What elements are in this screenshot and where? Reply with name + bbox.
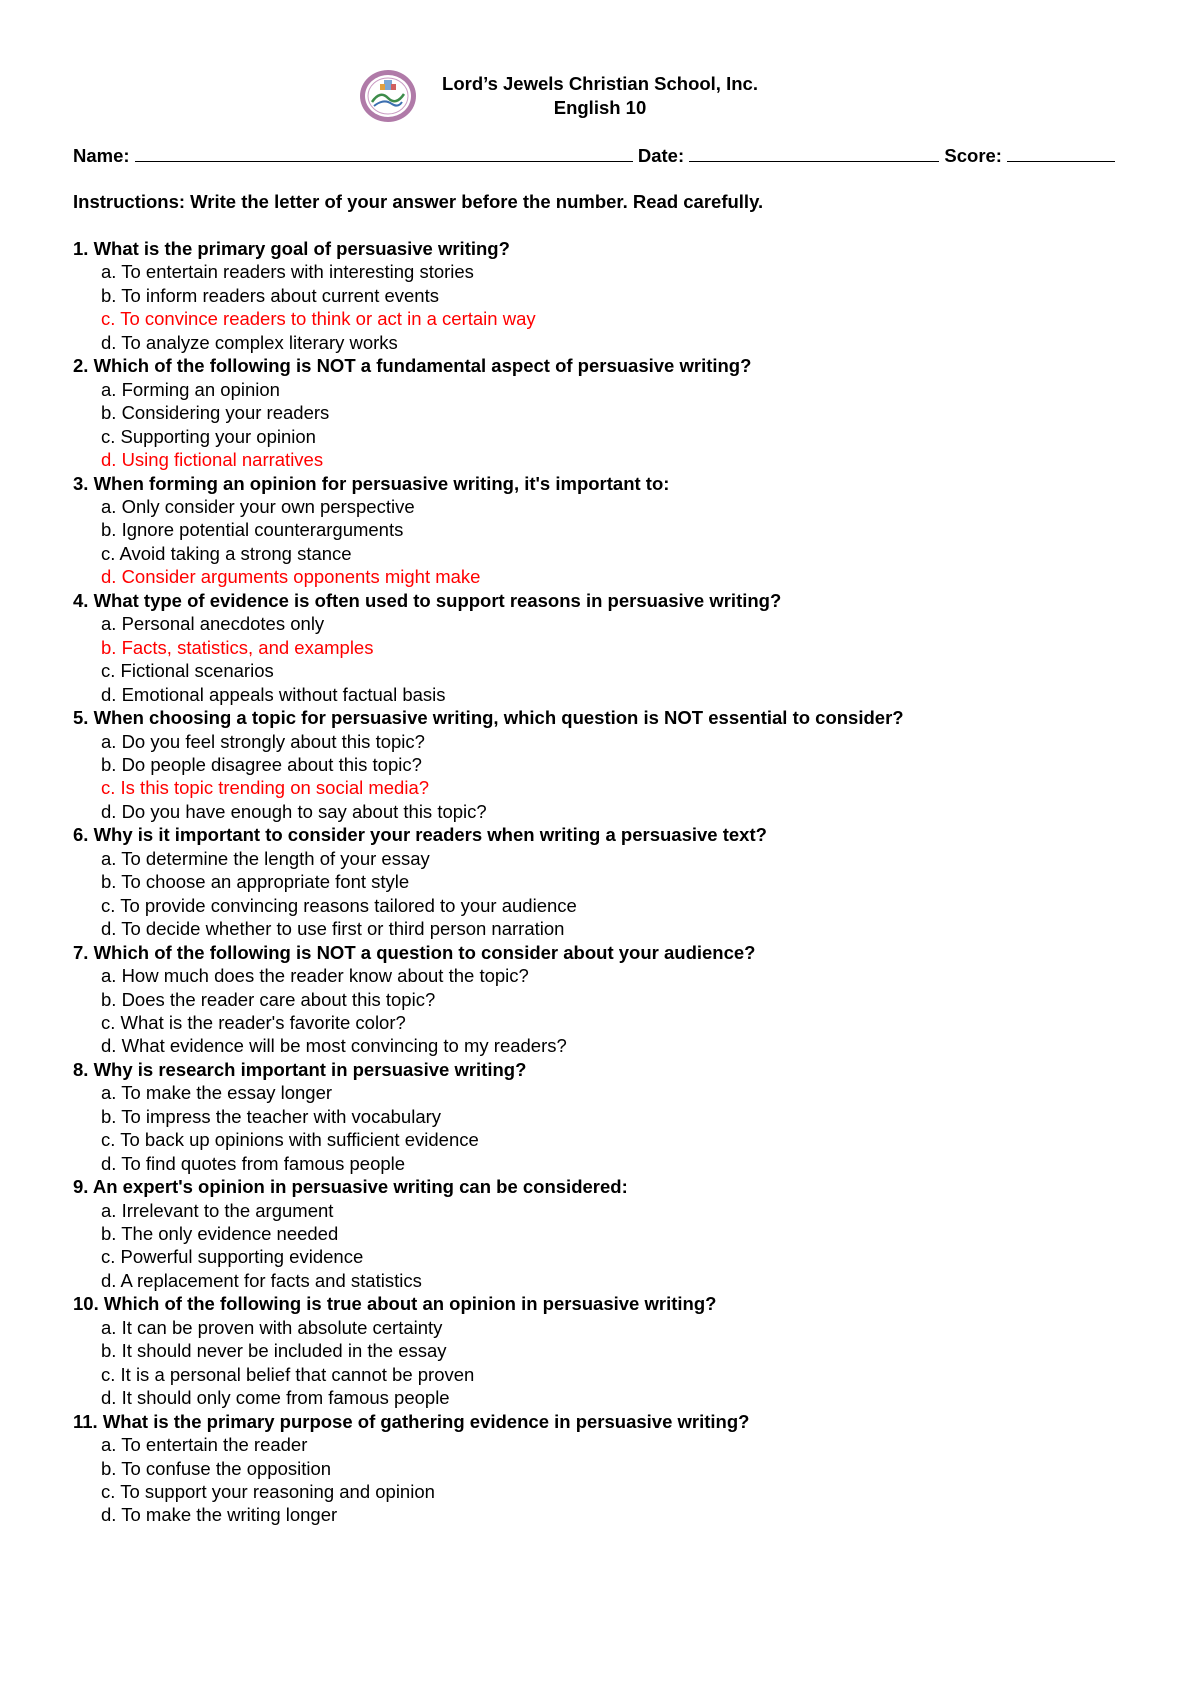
answer-option: a. To determine the length of your essay bbox=[101, 847, 430, 869]
question-stem: 8. Why is research important in persuasive writing? bbox=[73, 1058, 527, 1080]
answer-option-highlighted: d. Consider arguments opponents might make bbox=[101, 566, 481, 588]
answer-option: b. Do people disagree about this topic? bbox=[101, 753, 422, 775]
answer-option: c. What is the reader's favorite color? bbox=[101, 1011, 406, 1033]
answer-option: d. Do you have enough to say about this topic? bbox=[101, 800, 487, 822]
question-item bbox=[73, 1292, 1153, 1409]
answer-option: b. It should never be included in the essay bbox=[101, 1340, 447, 1362]
answer-option: a. It can be proven with absolute certainty bbox=[101, 1316, 443, 1338]
answer-option: a. Only consider your own perspective bbox=[101, 495, 415, 517]
question-item bbox=[73, 941, 1153, 1058]
question-stem: 9. An expert's opinion in persuasive writing can be considered: bbox=[73, 1176, 628, 1198]
question-item bbox=[73, 1410, 1153, 1527]
answer-option: d. It should only come from famous people bbox=[101, 1387, 450, 1409]
answer-option: d. To decide whether to use first or third person narration bbox=[101, 918, 565, 940]
answer-option: a. Personal anecdotes only bbox=[101, 613, 325, 635]
question-list bbox=[73, 237, 1153, 1527]
question-stem: 1. What is the primary goal of persuasive writing? bbox=[73, 238, 510, 259]
student-info-line bbox=[73, 144, 1115, 168]
answer-option: d. To find quotes from famous people bbox=[101, 1152, 406, 1174]
question-item bbox=[73, 706, 1153, 823]
answer-option: a. To entertain readers with interesting stories bbox=[101, 261, 474, 283]
question-item bbox=[73, 823, 1153, 940]
question-item bbox=[73, 354, 1153, 471]
answer-option: c. To support your reasoning and opinion bbox=[101, 1481, 435, 1503]
question-item bbox=[73, 1175, 1153, 1292]
score-blank[interactable] bbox=[1007, 144, 1115, 162]
answer-option: c. Avoid taking a strong stance bbox=[101, 542, 352, 564]
answer-option: c. Fictional scenarios bbox=[101, 660, 274, 682]
question-stem: 4. What type of evidence is often used to support reasons in persuasive writing? bbox=[73, 589, 782, 611]
answer-option: b. To choose an appropriate font style bbox=[101, 871, 410, 893]
answer-option-highlighted: c. To convince readers to think or act in a certain way bbox=[101, 308, 536, 330]
answer-option-highlighted: b. Facts, statistics, and examples bbox=[101, 636, 374, 658]
answer-option: d. Emotional appeals without factual basis bbox=[101, 683, 446, 705]
answer-option: a. How much does the reader know about the topic? bbox=[101, 965, 529, 987]
question-stem: 2. Which of the following is NOT a fundamental aspect of persuasive writing? bbox=[73, 355, 752, 377]
answer-option: c. To provide convincing reasons tailored to your audience bbox=[101, 894, 577, 916]
name-label: Name: bbox=[73, 145, 130, 166]
answer-option: a. To entertain the reader bbox=[101, 1434, 308, 1456]
question-item bbox=[73, 472, 1153, 589]
answer-option: b. The only evidence needed bbox=[101, 1223, 339, 1245]
answer-option: c. To back up opinions with sufficient evidence bbox=[101, 1129, 479, 1151]
name-blank[interactable] bbox=[135, 144, 633, 162]
answer-option: d. To analyze complex literary works bbox=[101, 331, 398, 353]
question-stem: 7. Which of the following is NOT a question to consider about your audience? bbox=[73, 941, 756, 963]
school-name: Lord’s Jewels Christian School, Inc. bbox=[442, 73, 758, 94]
answer-option: d. To make the writing longer bbox=[101, 1504, 338, 1526]
score-label: Score: bbox=[944, 145, 1002, 166]
answer-option-highlighted: d. Using fictional narratives bbox=[101, 449, 324, 471]
answer-option: a. To make the essay longer bbox=[101, 1082, 333, 1104]
answer-option: c. Supporting your opinion bbox=[101, 425, 316, 447]
answer-option: a. Forming an opinion bbox=[101, 378, 280, 400]
answer-option: b. To confuse the opposition bbox=[101, 1457, 332, 1479]
answer-option: b. Does the reader care about this topic? bbox=[101, 988, 436, 1010]
answer-option: a. Do you feel strongly about this topic? bbox=[101, 730, 425, 752]
answer-option: b. Ignore potential counterarguments bbox=[101, 519, 404, 541]
answer-option: b. Considering your readers bbox=[101, 402, 330, 424]
question-stem: 11. What is the primary purpose of gathering evidence in persuasive writing? bbox=[73, 1410, 750, 1432]
document-header bbox=[0, 72, 1200, 120]
question-stem: 3. When forming an opinion for persuasive writing, it's important to: bbox=[73, 472, 670, 494]
date-label: Date: bbox=[637, 145, 685, 166]
date-blank[interactable] bbox=[689, 144, 939, 162]
question-item bbox=[73, 237, 1153, 354]
question-stem: 10. Which of the following is true about an opinion in persuasive writing? bbox=[73, 1293, 717, 1315]
instructions: Instructions: Write the letter of your answer before the number. Read carefully. bbox=[73, 191, 764, 212]
answer-option: b. To inform readers about current events bbox=[101, 284, 439, 306]
answer-option: b. To impress the teacher with vocabulary bbox=[101, 1105, 442, 1127]
answer-option: d. A replacement for facts and statistics bbox=[101, 1269, 422, 1291]
answer-option: c. Powerful supporting evidence bbox=[101, 1246, 364, 1268]
answer-option: c. It is a personal belief that cannot be proven bbox=[101, 1363, 475, 1385]
question-stem: 5. When choosing a topic for persuasive writing, which question is NOT essential to consider? bbox=[73, 707, 904, 729]
answer-option: d. What evidence will be most convincing to my readers? bbox=[101, 1035, 567, 1057]
question-item bbox=[73, 1058, 1153, 1175]
question-stem: 6. Why is it important to consider your readers when writing a persuasive text? bbox=[73, 824, 767, 846]
answer-option: a. Irrelevant to the argument bbox=[101, 1199, 334, 1221]
subject-title: English 10 bbox=[553, 97, 647, 118]
question-item bbox=[73, 589, 1153, 706]
answer-option-highlighted: c. Is this topic trending on social media? bbox=[101, 777, 430, 799]
